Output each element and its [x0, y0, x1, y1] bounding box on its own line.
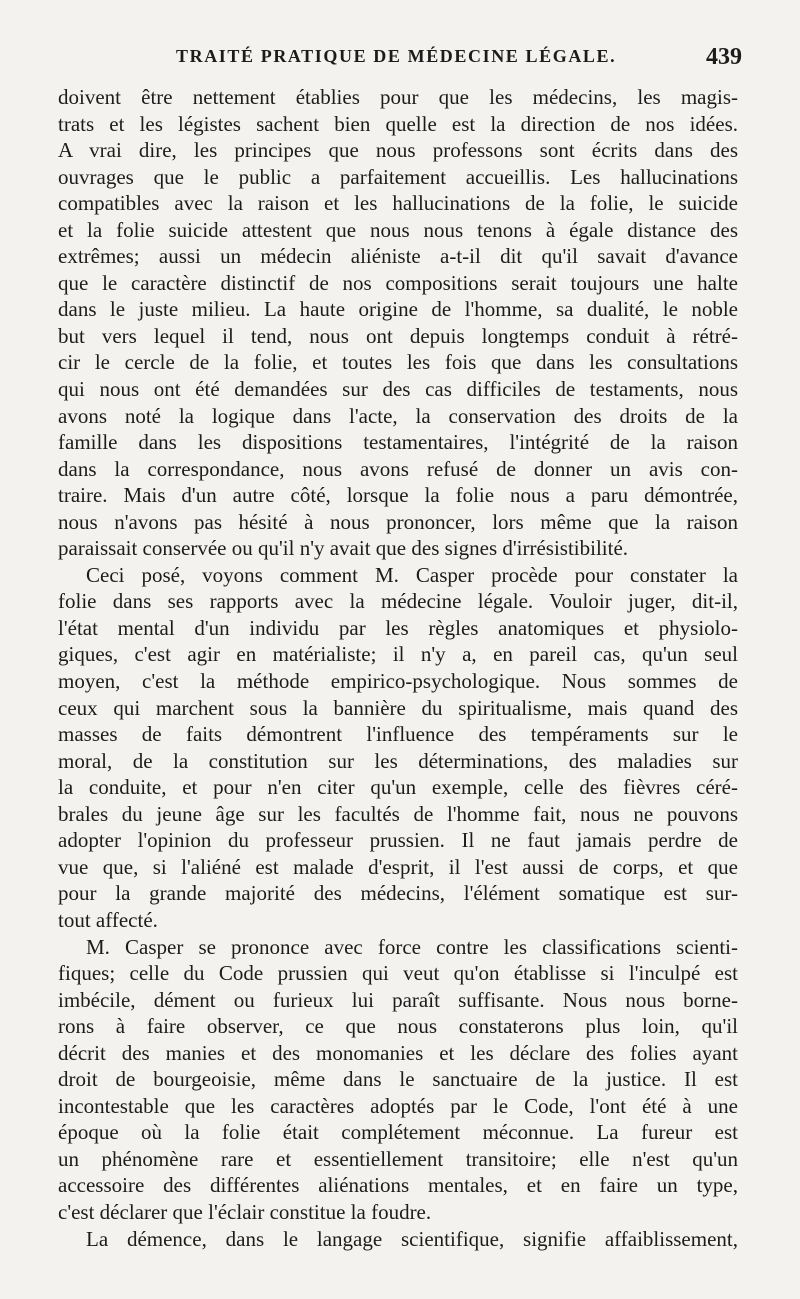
text-line: rons à faire observer, ce que nous constaterons plus loin, qu'il: [58, 1014, 738, 1039]
text-line: extrêmes; aussi un médecin aliéniste a-t-il dit qu'il savait d'avance: [58, 244, 738, 269]
text-line: moral, de la constitution sur les déterminations, des maladies sur: [58, 748, 738, 773]
text-line: et la folie suicide attestent que nous nous tenons à égale distance des: [58, 217, 738, 242]
text-line: doivent être nettement établies pour que les médecins, les magis-: [58, 85, 738, 109]
text-line: l'état mental d'un individu par les règles anatomiques et physiolo-: [58, 615, 738, 640]
paragraph-4: [58, 1226, 738, 1253]
text-line: imbécile, dément ou furieux lui paraît suffisante. Nous nous borne-: [58, 987, 738, 1012]
text-line: but vers lequel il tend, nous ont depuis longtemps conduit à rétré-: [58, 323, 738, 348]
text-line: moyen, c'est la méthode empirico-psychologique. Nous sommes de: [58, 669, 738, 694]
text-line: qui nous ont été demandées sur des cas difficiles de testaments, nous: [58, 377, 738, 402]
text-line: époque où la folie était complétement méconnue. La fureur est: [58, 1120, 738, 1145]
text-line: cir le cercle de la folie, et toutes les fois que dans les consultations: [58, 350, 738, 375]
text-line: pour la grande majorité des médecins, l'élément somatique est sur-: [58, 881, 738, 906]
page-header: [58, 36, 742, 80]
page: [58, 36, 742, 1252]
text-line: que le caractère distinctif de nos compositions serait toujours une halte: [58, 270, 738, 295]
running-title: TRAITÉ PRATIQUE DE MÉDECINE LÉGALE.: [176, 46, 617, 66]
paragraph-1: [58, 84, 738, 562]
paragraph-2: [58, 562, 738, 934]
text-line: tout affecté.: [58, 907, 158, 932]
text-line: avons noté la logique dans l'acte, la conservation des droits de la: [58, 403, 738, 428]
text-line: A vrai dire, les principes que nous professons sont écrits dans des: [58, 138, 738, 163]
text-line: paraissait conservée ou qu'il n'y avait que des signes d'irrésistibilité.: [58, 536, 629, 561]
text-line: c'est déclarer que l'éclair constitue la foudre.: [58, 1199, 432, 1224]
page-number: 439: [706, 44, 742, 70]
text-line: compatibles avec la raison et les hallucinations de la folie, le suicide: [58, 191, 738, 216]
text-line: adopter l'opinion du professeur prussien. Il ne faut jamais perdre de: [58, 828, 738, 853]
text-line: dans la correspondance, nous avons refusé de donner un avis con-: [58, 456, 738, 481]
text-line: folie dans ses rapports avec la médecine légale. Vouloir juger, dit-il,: [58, 589, 738, 614]
text-line: giques, c'est agir en matérialiste; il n'y a, en pareil cas, qu'un seul: [58, 642, 738, 667]
text-line: Ceci posé, voyons comment M. Casper procède pour constater la: [86, 562, 738, 587]
body-text: [58, 84, 738, 1252]
text-line: M. Casper se prononce avec force contre les classifications scienti-: [86, 934, 738, 959]
text-line: famille dans les dispositions testamentaires, l'intégrité de la raison: [58, 430, 738, 455]
text-line: un phénomène rare et essentiellement transitoire; elle n'est qu'un: [58, 1146, 738, 1171]
text-line: vue que, si l'aliéné est malade d'esprit, il l'est aussi de corps, et que: [58, 854, 738, 879]
text-line: accessoire des différentes aliénations mentales, et en faire un type,: [58, 1173, 738, 1198]
text-line: droit de bourgeoisie, même dans le sanctuaire de la justice. Il est: [58, 1067, 738, 1092]
text-line: dans le juste milieu. La haute origine de l'homme, sa dualité, le noble: [58, 297, 738, 322]
text-line: trats et les légistes sachent bien quelle est la direction de nos idées.: [58, 111, 738, 136]
text-line: traire. Mais d'un autre côté, lorsque la folie nous a paru démontrée,: [58, 483, 738, 508]
text-line: ceux qui marchent sous la bannière du spiritualisme, mais quand des: [58, 695, 738, 720]
text-line: fiques; celle du Code prussien qui veut qu'on établisse si l'inculpé est: [58, 961, 738, 986]
text-line: décrit des manies et des monomanies et les déclare des folies ayant: [58, 1040, 738, 1065]
text-line: incontestable que les caractères adoptés par le Code, l'ont été à une: [58, 1093, 738, 1118]
text-line: nous n'avons pas hésité à nous prononcer, lors même que la raison: [58, 509, 738, 534]
text-line: brales du jeune âge sur les facultés de l'homme fait, nous ne pouvons: [58, 801, 738, 826]
text-line: La démence, dans le langage scientifique, signifie affaiblissement,: [86, 1226, 738, 1251]
paragraph-3: [58, 934, 738, 1226]
text-line: ouvrages que le public a parfaitement accueillis. Les hallucinations: [58, 164, 738, 189]
text-line: masses de faits démontrent l'influence des tempéraments sur le: [58, 722, 738, 747]
text-line: la conduite, et pour n'en citer qu'un exemple, celle des fièvres céré-: [58, 775, 738, 800]
